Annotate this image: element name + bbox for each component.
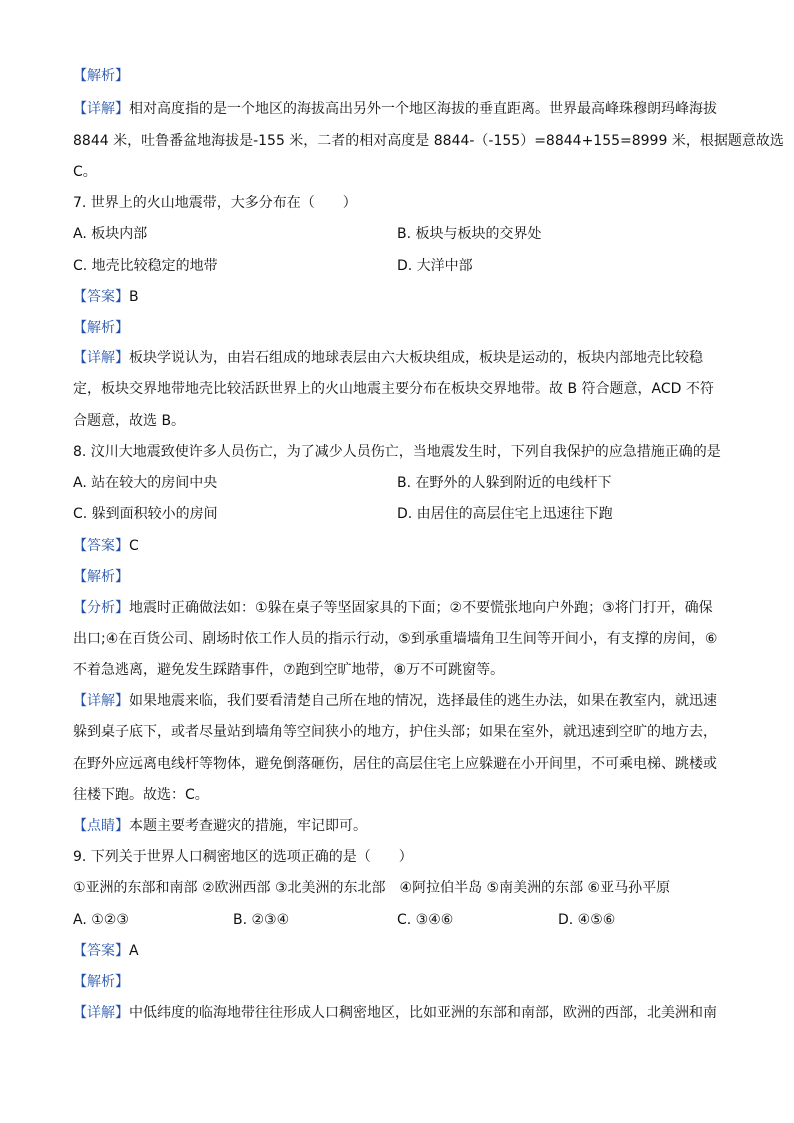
analysis2-text: 不着急逃离，避免发生踩踏事件，⑦跑到空旷地带，⑧万不可跳窗等。 [73, 662, 505, 678]
q9-analysis-heading [73, 972, 734, 992]
detail-tag: 【详解】 [73, 1005, 129, 1021]
detail-text: 合题意，故选 B。 [73, 413, 186, 429]
analysis-heading [73, 66, 734, 86]
q8-option-b: B. 在野外的人躲到附近的电线杆下 [397, 475, 612, 491]
q8-option-c: C. 躲到面积较小的房间 [73, 506, 218, 522]
q8-analysis2-line [73, 660, 734, 680]
q7-answer [73, 287, 734, 307]
detail-text: 板块学说认为，由岩石组成的地球表层由六大板块组成，板块是运动的，板块内部地壳比较稳 [129, 350, 703, 366]
q7-option-c: C. 地壳比较稳定的地带 [73, 258, 218, 274]
analysis-tag: 【解析】 [73, 974, 129, 990]
answer-value: A [129, 943, 139, 959]
answer-value: B [129, 289, 139, 305]
answer-value: C [129, 538, 139, 554]
question-8-stem: 8. 汶川大地震致使许多人员伤亡，为了减少人员伤亡，当地震发生时，下列自我保护的应急措施正确的是 [73, 444, 721, 460]
analysis2-text: 出口;④在百货公司、剧场时依工作人员的指示行动，⑤到承重墙墙角卫生间等开间小，有支撑的房间，⑥ [73, 631, 718, 647]
q7-option-b: B. 板块与板块的交界处 [397, 226, 542, 242]
q9-detail-line [73, 1003, 734, 1023]
question-7-stem: 7. 世界上的火山地震带，大多分布在（ ） [73, 195, 357, 211]
q8-analysis2-line [73, 629, 734, 649]
answer-tag: 【答案】 [73, 289, 129, 305]
answer-tag: 【答案】 [73, 943, 129, 959]
q9-option-d: D. ④⑤⑥ [558, 912, 616, 928]
q8-option-d: D. 由居住的高层住宅上迅速往下跑 [397, 506, 613, 522]
detail-tag: 【详解】 [73, 693, 129, 709]
detail-tag: 【详解】 [73, 350, 129, 366]
q7-option-d: D. 大洋中部 [397, 258, 473, 274]
analysis2-text: 地震时正确做法如：①躲在桌子等坚固家具的下面；②不要慌张地向户外跑；③将门打开，确保 [129, 600, 713, 616]
analysis2-tag: 【分析】 [73, 600, 129, 616]
detail-text: 相对高度指的是一个地区的海拔高出另外一个地区海拔的垂直距离。世界最高峰珠穆朗玛峰海拔 [129, 101, 717, 117]
q8-option-a: A. 站在较大的房间中央 [73, 475, 218, 491]
detail-paragraph-line [73, 162, 734, 182]
q8-answer [73, 536, 734, 556]
analysis-tag: 【解析】 [73, 569, 129, 585]
detail-text: 在野外应远离电线杆等物体，避免倒落砸伤，居住的高层住宅上应躲避在小开间里，不可乘电梯、跳楼或 [73, 756, 717, 772]
detail-text: 躲到桌子底下，或者尽量站到墙角等空间狭小的地方，护住头部；如果在室外，就迅速到空旷的地方去， [73, 724, 717, 740]
detail-paragraph-line [73, 99, 734, 119]
q7-detail-line [73, 411, 734, 431]
q7-detail-line [73, 379, 734, 399]
comment-text: 本题主要考查避灾的措施，牢记即可。 [129, 818, 367, 834]
detail-text: C。 [73, 164, 97, 180]
q7-detail-line [73, 348, 734, 368]
comment-tag: 【点睛】 [73, 818, 129, 834]
q8-detail-line [73, 691, 734, 711]
detail-text: 定，板块交界地带地壳比较活跃世界上的火山地震主要分布在板块交界地带。故 B 符合题意，ACD 不符 [73, 381, 714, 397]
q8-detail-line [73, 785, 734, 805]
q9-items: ①亚洲的东部和南部 ②欧洲西部 ③北美洲的东北部 ④阿拉伯半岛 ⑤南美洲的东部 ⑥亚马孙平原 [73, 880, 671, 896]
answer-tag: 【答案】 [73, 538, 129, 554]
detail-tag: 【详解】 [73, 101, 129, 117]
analysis-tag: 【解析】 [73, 68, 129, 84]
q8-detail-line [73, 722, 734, 742]
q9-option-a: A. ①②③ [73, 912, 129, 928]
q7-analysis-heading [73, 318, 734, 338]
detail-paragraph-line [73, 131, 784, 151]
question-9-stem: 9. 下列关于世界人口稠密地区的选项正确的是（ ） [73, 849, 413, 865]
q7-option-a: A. 板块内部 [73, 226, 148, 242]
q9-option-c: C. ③④⑥ [397, 912, 454, 928]
q9-answer [73, 941, 734, 961]
q8-analysis2-line [73, 598, 734, 618]
detail-text: 中低纬度的临海地带往往形成人口稠密地区，比如亚洲的东部和南部，欧洲的西部，北美洲和南 [129, 1005, 717, 1021]
detail-text: 往楼下跑。故选：C。 [73, 787, 209, 803]
detail-text: 如果地震来临，我们要看清楚自己所在地的情况，选择最佳的逃生办法，如果在教室内，就迅速 [129, 693, 717, 709]
q8-detail-line [73, 754, 734, 774]
detail-text: 8844 米，吐鲁番盆地海拔是-155 米，二者的相对高度是 8844-（-155）=8844+155=8999 米，根据题意故选 [73, 133, 784, 149]
q9-option-b: B. ②③④ [233, 912, 290, 928]
q8-comment-line [73, 816, 734, 836]
analysis-tag: 【解析】 [73, 320, 129, 336]
q8-analysis-heading [73, 567, 734, 587]
